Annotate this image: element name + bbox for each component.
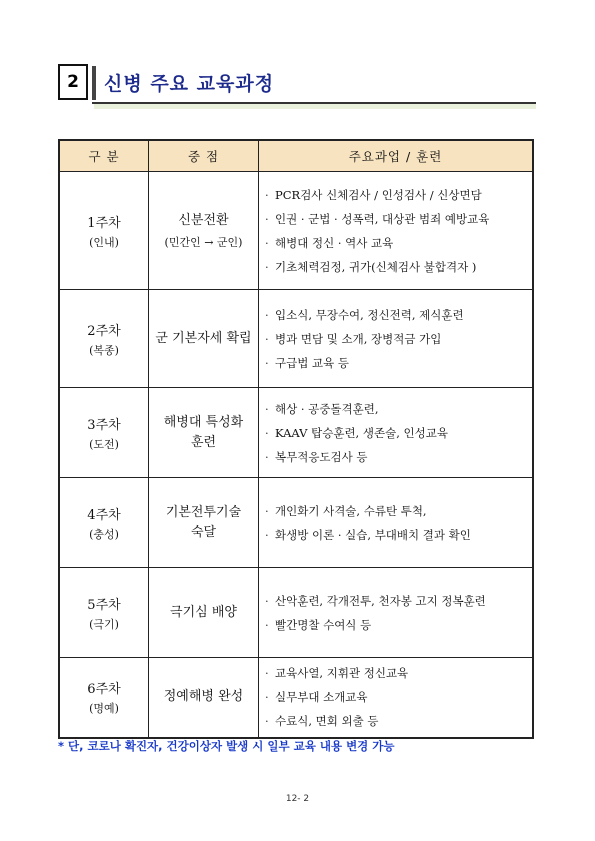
list-item [265, 207, 532, 231]
section-underline-shadow [94, 104, 536, 109]
footnote: * 단, 코로나 확진자, 건강이상자 발생 시 일부 교육 내용 변경 가능 [58, 739, 395, 753]
focus-cell [149, 658, 259, 738]
week-virtue: (도전) [89, 437, 119, 451]
list-item [265, 589, 532, 613]
list-item [265, 397, 532, 421]
task-list [265, 589, 532, 637]
task-list [265, 303, 532, 375]
focus-label: 해병대 특성화 훈련 [163, 414, 244, 450]
task-text: 복무적응도검사 등 [275, 449, 368, 464]
list-item [265, 613, 532, 637]
section-header [58, 64, 536, 108]
header-tasks: 주요과업 / 훈련 [259, 140, 534, 172]
focus-label: 신분전환 [178, 213, 229, 228]
page-number: 12- 2 [285, 794, 310, 804]
task-text: KAAV 탑승훈련, 생존술, 인성교육 [275, 425, 448, 440]
bullet-dot-icon: · [265, 425, 269, 440]
curriculum-table [58, 139, 534, 739]
bullet-dot-icon: · [265, 235, 269, 250]
week-cell [59, 568, 149, 658]
week-virtue: (인내) [89, 235, 119, 249]
task-list [265, 661, 532, 733]
week-cell [59, 478, 149, 568]
tasks-cell [259, 388, 534, 478]
focus-cell [149, 568, 259, 658]
week-label: 3주차 [87, 417, 121, 433]
task-text: 실무부대 소개교육 [275, 690, 368, 705]
tasks-cell [259, 568, 534, 658]
list-item [265, 499, 532, 523]
list-item [265, 445, 532, 469]
task-text: 개인화기 사격술, 수류탄 투척, [275, 503, 427, 518]
section-number: 2 [58, 64, 88, 100]
section-underline [92, 102, 536, 104]
header-focus: 중 점 [149, 140, 259, 172]
table-row [59, 478, 533, 568]
task-list [265, 397, 532, 469]
task-text: PCR검사 신체검사 / 인성검사 / 신상면담 [275, 187, 482, 202]
tasks-cell [259, 172, 534, 290]
bullet-dot-icon: · [265, 355, 269, 370]
task-text: 빨간명찰 수여식 등 [275, 617, 372, 632]
task-list [265, 183, 532, 279]
list-item [265, 303, 532, 327]
task-text: 병과 면담 및 소개, 장병적금 가입 [275, 331, 442, 346]
bullet-dot-icon: · [265, 690, 269, 705]
bullet-dot-icon: · [265, 527, 269, 542]
focus-sublabel: (민간인 → 군인) [164, 236, 243, 249]
focus-label: 극기심 배양 [170, 604, 237, 620]
bullet-dot-icon: · [265, 449, 269, 464]
list-item [265, 661, 532, 685]
task-text: 기초체력검정, 귀가(신체검사 불합격자 ) [275, 259, 477, 274]
task-text: 교육사열, 지휘관 정신교육 [275, 666, 409, 681]
table-row [59, 568, 533, 658]
week-cell [59, 658, 149, 738]
table-header-row [59, 140, 533, 172]
focus-cell [149, 290, 259, 388]
bullet-dot-icon: · [265, 617, 269, 632]
week-label: 4주차 [87, 507, 121, 523]
focus-cell [149, 388, 259, 478]
list-item [265, 351, 532, 375]
bullet-dot-icon: · [265, 211, 269, 226]
bullet-dot-icon: · [265, 331, 269, 346]
tasks-cell [259, 290, 534, 388]
week-label: 1주차 [87, 215, 121, 231]
list-item [265, 685, 532, 709]
bullet-dot-icon: · [265, 593, 269, 608]
focus-cell [149, 478, 259, 568]
week-virtue: (충성) [89, 527, 119, 541]
task-text: 구급법 교육 등 [275, 355, 349, 370]
focus-cell [149, 172, 259, 290]
list-item [265, 523, 532, 547]
header-category: 구 분 [59, 140, 149, 172]
table-row [59, 388, 533, 478]
task-text: 인권 · 군법 · 성폭력, 대상관 범죄 예방교육 [275, 211, 490, 226]
bullet-dot-icon: · [265, 666, 269, 681]
tasks-cell [259, 658, 534, 738]
focus-label: 군 기본자세 확립 [155, 330, 252, 346]
section-divider-bar [92, 66, 96, 100]
focus-label: 정예해병 완성 [163, 689, 244, 705]
table-row [59, 172, 533, 290]
focus-label: 기본전투기술 숙달 [165, 504, 242, 540]
week-virtue: (극기) [89, 617, 119, 631]
list-item [265, 231, 532, 255]
list-item [265, 327, 532, 351]
task-text: 산악훈련, 각개전투, 천자봉 고지 정복훈련 [275, 593, 486, 608]
table-row [59, 658, 533, 738]
task-text: 해상 · 공중돌격훈련, [275, 401, 379, 416]
bullet-dot-icon: · [265, 714, 269, 729]
task-text: 해병대 정신 · 역사 교육 [275, 235, 394, 250]
bullet-dot-icon: · [265, 259, 269, 274]
week-label: 2주차 [87, 323, 121, 339]
bullet-dot-icon: · [265, 187, 269, 202]
task-list [265, 499, 532, 547]
task-text: 화생방 이론 · 실습, 부대배치 결과 확인 [275, 527, 471, 542]
week-cell [59, 172, 149, 290]
list-item [265, 255, 532, 279]
task-text: 수료식, 면회 외출 등 [275, 714, 379, 729]
week-virtue: (복종) [89, 343, 119, 357]
section-title: 신병 주요 교육과정 [104, 73, 275, 95]
week-cell [59, 290, 149, 388]
week-label: 6주차 [87, 682, 121, 698]
bullet-dot-icon: · [265, 401, 269, 416]
week-label: 5주차 [87, 597, 121, 613]
list-item [265, 709, 532, 733]
table-row [59, 290, 533, 388]
list-item [265, 183, 532, 207]
week-cell [59, 388, 149, 478]
bullet-dot-icon: · [265, 307, 269, 322]
tasks-cell [259, 478, 534, 568]
task-text: 입소식, 무장수여, 정신전력, 제식훈련 [275, 307, 464, 322]
week-virtue: (명예) [89, 702, 119, 716]
list-item [265, 421, 532, 445]
bullet-dot-icon: · [265, 503, 269, 518]
